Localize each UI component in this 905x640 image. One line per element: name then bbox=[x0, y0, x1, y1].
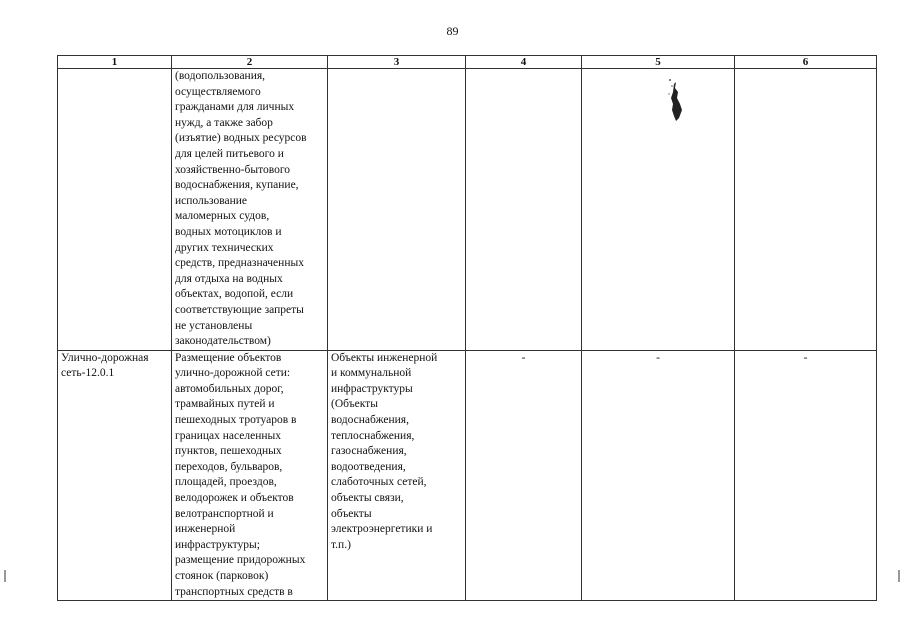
row2-col3 bbox=[328, 350, 466, 601]
text-line: гражданами для личных bbox=[175, 101, 295, 114]
text-line: транспортных средств в bbox=[175, 585, 293, 598]
row1-col2 bbox=[172, 69, 328, 351]
text-line: электроэнергетики и bbox=[331, 523, 433, 536]
text-line: инфраструктуры bbox=[331, 382, 413, 395]
text-line: переходов, бульваров, bbox=[175, 460, 283, 473]
header-cell-4: 4 bbox=[466, 56, 582, 69]
text-line: границах населенных bbox=[175, 429, 281, 442]
text-line: (изъятие) водных ресурсов bbox=[175, 132, 307, 145]
header-cell-1: 1 bbox=[58, 56, 172, 69]
text-line: (Объекты bbox=[331, 398, 378, 411]
scan-edge-mark-right bbox=[898, 570, 900, 582]
text-line: Улично-дорожная bbox=[61, 351, 149, 364]
row1-col5 bbox=[582, 69, 735, 351]
row2-col2 bbox=[172, 350, 328, 601]
text-line: Размещение объектов bbox=[175, 351, 282, 364]
scan-edge-mark-left bbox=[4, 570, 6, 582]
zoning-table bbox=[57, 55, 877, 601]
text-line: законодательством) bbox=[175, 335, 271, 348]
row2-col5: - bbox=[582, 350, 735, 601]
header-cell-2: 2 bbox=[172, 56, 328, 69]
row1-col1 bbox=[58, 69, 172, 351]
text-line: других технических bbox=[175, 241, 274, 254]
text-line: и коммунальной bbox=[331, 367, 412, 380]
text-line: объектах, водопой, если bbox=[175, 288, 294, 301]
text-line: нужд, а также забор bbox=[175, 116, 273, 129]
text-line: теплоснабжения, bbox=[331, 429, 415, 442]
text-line: площадей, проездов, bbox=[175, 476, 277, 489]
text-line: соответствующие запреты bbox=[175, 303, 304, 316]
text-line: хозяйственно-бытового bbox=[175, 163, 291, 176]
row1-col3 bbox=[328, 69, 466, 351]
text-line: водоснабжения, bbox=[331, 414, 409, 427]
text-line: велотранспортной и bbox=[175, 507, 274, 520]
text-line: осуществляемого bbox=[175, 85, 261, 98]
text-line: не установлены bbox=[175, 319, 253, 332]
row2-col1 bbox=[58, 350, 172, 601]
page-number: 89 bbox=[446, 24, 459, 38]
text-line: сеть-12.0.1 bbox=[61, 367, 115, 380]
text-line: т.п.) bbox=[331, 538, 351, 551]
text-line: для целей питьевого и bbox=[175, 147, 284, 160]
text-line: трамвайных путей и bbox=[175, 398, 275, 411]
text-line: использование bbox=[175, 194, 248, 207]
text-line: автомобильных дорог, bbox=[175, 382, 284, 395]
text-line: улично-дорожной сети: bbox=[175, 367, 291, 380]
text-line: газоснабжения, bbox=[331, 445, 407, 458]
text-line: средств, предназначенных bbox=[175, 257, 304, 270]
text-line: велодорожек и объектов bbox=[175, 492, 294, 505]
header-row bbox=[58, 56, 877, 69]
text-line: пунктов, пешеходных bbox=[175, 445, 282, 458]
row2-col6: - bbox=[735, 350, 877, 601]
table-row bbox=[58, 350, 877, 601]
text-line: инфраструктуры; bbox=[175, 538, 260, 551]
table-row bbox=[58, 69, 877, 351]
text-line: для отдыха на водных bbox=[175, 272, 283, 285]
text-line: маломерных судов, bbox=[175, 210, 270, 223]
row2-col4: - bbox=[466, 350, 582, 601]
header-cell-3: 3 bbox=[328, 56, 466, 69]
text-line: размещение придорожных bbox=[175, 554, 306, 567]
row1-col6 bbox=[735, 69, 877, 351]
text-line: стоянок (парковок) bbox=[175, 570, 269, 582]
header-cell-5: 5 bbox=[582, 56, 735, 69]
text-line: объекты bbox=[331, 507, 372, 520]
text-line: инженерной bbox=[175, 523, 236, 536]
row1-col4 bbox=[466, 69, 582, 351]
text-line: слаботочных сетей, bbox=[331, 476, 427, 489]
text-line: Объекты инженерной bbox=[331, 351, 438, 364]
ink-blot bbox=[660, 76, 690, 126]
text-line: водоснабжения, купание, bbox=[175, 179, 299, 192]
text-line: пешеходных тротуаров в bbox=[175, 414, 297, 427]
text-line: (водопользования, bbox=[175, 70, 266, 82]
text-line: водных мотоциклов и bbox=[175, 225, 282, 238]
text-line: объекты связи, bbox=[331, 492, 404, 505]
text-line: водоотведения, bbox=[331, 460, 406, 473]
header-cell-6: 6 bbox=[735, 56, 877, 69]
